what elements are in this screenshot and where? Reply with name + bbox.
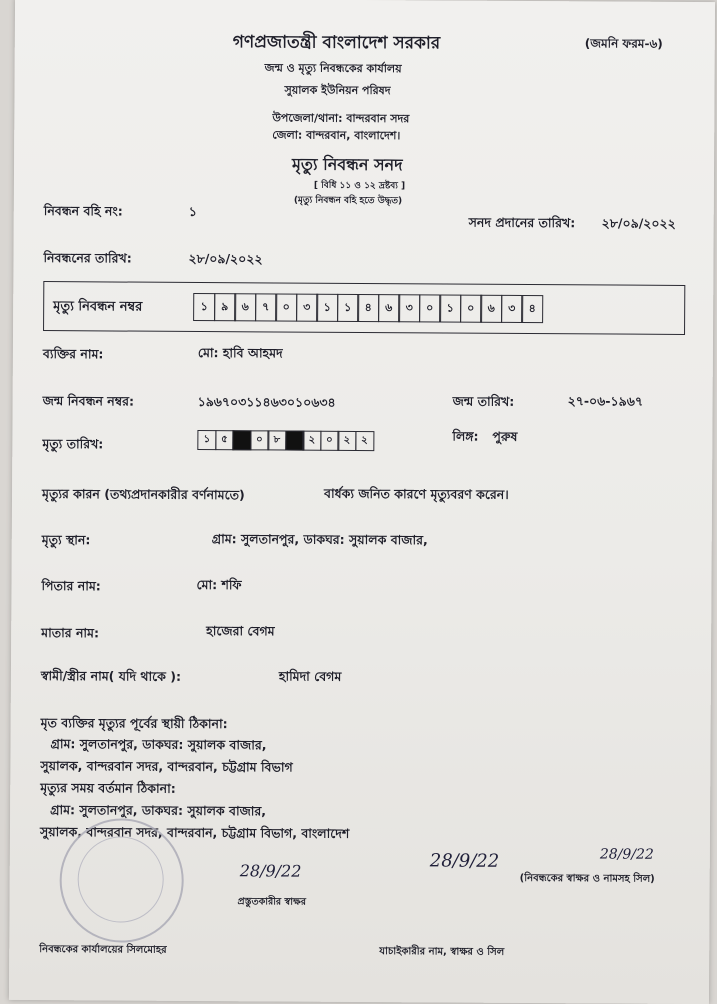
death-date-digit-box: ১: [197, 430, 216, 450]
death-reg-digit-box: ৯: [214, 293, 236, 321]
death-date-boxes: [197, 430, 372, 451]
union-name: সুয়ালক ইউনিয়ন পরিষদ: [284, 83, 391, 98]
death-date-digit-box: ২: [355, 431, 374, 451]
govt-heading: গণপ্রজাতন্ত্রী বাংলাদেশ সরকার: [232, 32, 441, 54]
sex-label: লিঙ্গ:: [452, 428, 479, 444]
upazila: উপজেলা/থানা: বান্দরবান সদর: [272, 111, 410, 126]
rule-reference: [ বিধি ১১ ও ১২ দ্রষ্টব্য ]: [313, 180, 406, 192]
registrar-signature: 28/9/22: [599, 846, 654, 863]
cause-label: মৃত্যুর কারন (তথ্যপ্রদানকারীর বর্ণনামতে): [41, 486, 245, 503]
death-date-label: মৃত্যু তারিখ:: [42, 436, 104, 452]
death-reg-number-boxes: [193, 293, 542, 323]
book-number-value: ১: [188, 203, 197, 219]
death-place-label: মৃত্যু স্থান:: [41, 532, 91, 548]
death-reg-digit-box: ০: [460, 295, 482, 323]
spouse-name-label: স্বামী/স্ত্রীর নাম( যদি থাকে ):: [40, 668, 182, 684]
sex-value: পুরুষ: [492, 428, 518, 444]
preparer-signature-label: প্রস্তুতকারীর স্বাক্ষর: [237, 896, 306, 908]
form-number: (জমনি ফরম-৬): [584, 36, 663, 51]
district: জেলা: বান্দরবান, বাংলাদেশ।: [272, 128, 401, 143]
current-address-line2: সুয়ালক, বান্দরবান সদর, বান্দরবান, চট্টগ্রাম বিভাগ, বাংলাদেশ: [39, 824, 350, 841]
certificate-title: মৃত্যু নিবন্ধন সনদ: [291, 154, 403, 175]
certificate-paper: [9, 0, 715, 1004]
verifier-label: যাচাইকারীর নাম, স্বাক্ষর ও সিল: [379, 946, 505, 958]
preparer-signature: 28/9/22: [239, 861, 302, 881]
death-reg-digit-box: ৬: [234, 293, 256, 321]
person-name-value: মো: হাবি আহমদ: [197, 344, 283, 361]
death-reg-digit-box: ১: [337, 294, 359, 322]
death-reg-number-label: মৃত্যু নিবন্ধন নম্বর: [53, 299, 143, 315]
death-date-digit-box: ২: [337, 431, 356, 451]
death-reg-digit-box: ৭: [255, 293, 277, 321]
death-date-digit-box: ৮: [267, 430, 286, 450]
mother-name-value: হাজেরা বেগম: [206, 623, 275, 639]
death-reg-digit-box: ৬: [480, 295, 502, 323]
death-reg-digit-box: ০: [419, 294, 441, 322]
death-reg-digit-box: ৬: [378, 294, 400, 322]
issue-date-label: সনদ প্রদানের তারিখ:: [468, 214, 576, 231]
current-address-line1: গ্রাম: সুলতানপুর, ডাকঘর: সুয়ালক বাজার,: [50, 802, 267, 819]
book-number-label: নিবন্ধন বহি নং:: [43, 203, 123, 219]
registrar-signature-label: (নিবন্ধকের স্বাক্ষর ও নামসহ সিল): [519, 872, 655, 885]
registration-date-value: ২৮/০৯/২০২২: [188, 250, 263, 267]
verifier-signature: 28/9/22: [429, 850, 500, 872]
office-name: জন্ম ও মৃত্যু নিবন্ধকের কার্যালয়: [264, 61, 402, 76]
permanent-address-label: মৃত ব্যক্তির মৃত্যুর পূর্বের স্থায়ী ঠিকানা:: [40, 715, 228, 732]
death-reg-digit-box: ১: [439, 294, 461, 322]
date-separator-box: [232, 430, 251, 450]
permanent-address-line2: সুয়ালক, বান্দরবান সদর, বান্দরবান, চট্টগ্রাম বিভাগ: [40, 758, 293, 775]
source-note: (মৃত্যু নিবন্ধন বহি হতে উদ্ধৃত): [293, 195, 403, 207]
birth-reg-label: জন্ম নিবন্ধন নম্বর:: [42, 393, 135, 409]
date-separator-box: [285, 431, 304, 451]
mother-name-label: মাতার নাম:: [41, 625, 100, 641]
dob-value: ২৭-০৬-১৯৬৭: [567, 393, 644, 409]
permanent-address-line1: গ্রাম: সুলতানপুর, ডাকঘর: সুয়ালক বাজার,: [50, 736, 267, 753]
death-reg-digit-box: ১: [316, 294, 338, 322]
death-place-value: গ্রাম: সুলতানপুর, ডাকঘর: সুয়ালক বাজার,: [211, 531, 428, 548]
current-address-label: মৃত্যুর সময় বর্তমান ঠিকানা:: [40, 780, 176, 796]
office-seal: [59, 818, 184, 943]
issue-date-value: ২৮/০৯/২০২২: [601, 215, 676, 231]
death-reg-digit-box: ১: [193, 293, 215, 321]
father-name-label: পিতার নাম:: [41, 578, 101, 594]
death-date-digit-box: ০: [320, 431, 339, 451]
death-date-digit-box: ০: [250, 430, 269, 450]
father-name-value: মো: শফি: [196, 576, 242, 593]
person-name-label: ব্যক্তির নাম:: [42, 346, 104, 362]
spouse-name-value: হামিদা বেগম: [278, 668, 342, 684]
death-reg-digit-box: ৩: [296, 294, 318, 322]
death-reg-digit-box: ৩: [501, 295, 523, 323]
death-reg-digit-box: ৩: [398, 294, 420, 322]
death-reg-digit-box: ০: [275, 293, 297, 321]
death-reg-digit-box: ৪: [357, 294, 379, 322]
death-date-digit-box: ৫: [215, 430, 234, 450]
birth-reg-value: ১৯৬৭০৩১১৪৬৩০১০৬৩৪: [197, 393, 336, 410]
office-seal-label: নিবন্ধকের কার্যালয়ের সিলমোহর: [39, 944, 167, 956]
registration-date-label: নিবন্ধনের তারিখ:: [43, 250, 132, 266]
death-reg-digit-box: ৪: [521, 295, 543, 323]
dob-label: জন্ম তারিখ:: [452, 393, 515, 409]
death-date-digit-box: ২: [302, 431, 321, 451]
cause-value: বার্ধক্য জনিত কারণে মৃত্যুবরণ করেন।: [324, 485, 509, 502]
